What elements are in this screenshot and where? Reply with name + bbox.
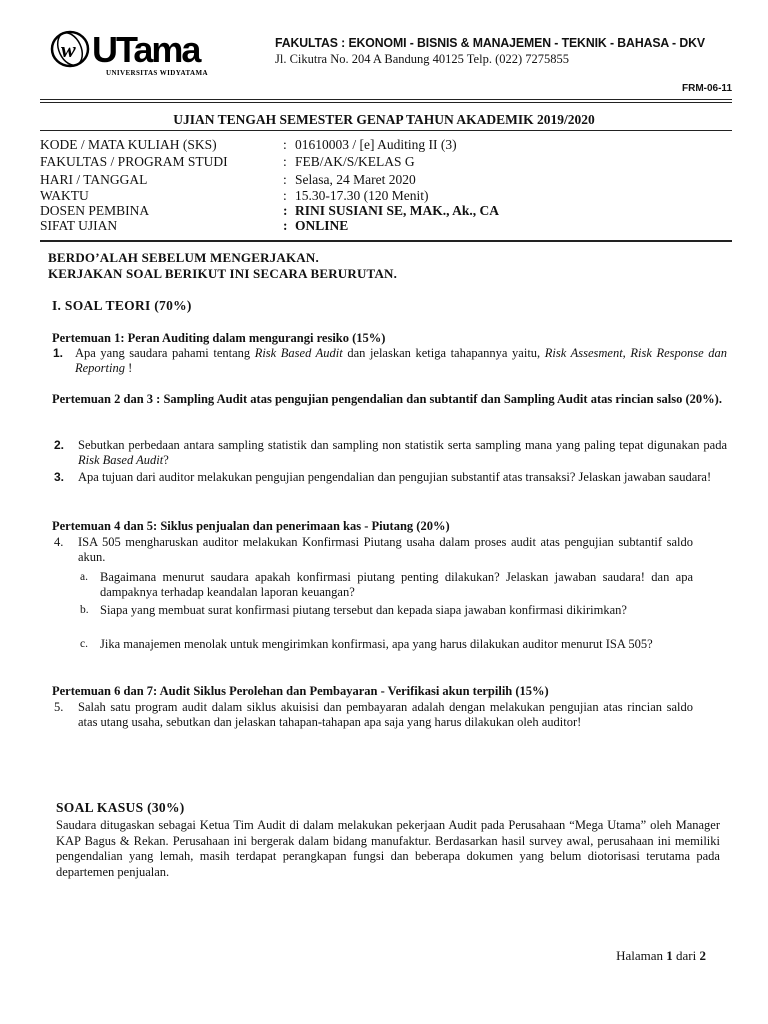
- question-italic: Risk Based Audit: [254, 346, 343, 360]
- info-label: KODE / MATA KULIAH (SKS): [40, 137, 217, 152]
- page-number: [616, 948, 706, 964]
- header-divider-top: [40, 99, 732, 100]
- info-row-sifat: [40, 218, 348, 234]
- question-italic: Risk Assesment, Risk Response dan Reporting: [75, 346, 727, 375]
- question-4c: [80, 637, 693, 652]
- info-row-fakultas: [40, 154, 415, 170]
- question-text: ?: [163, 453, 169, 467]
- page-mid: dari: [672, 948, 700, 963]
- question-2: [54, 438, 727, 468]
- info-sep: :: [283, 154, 287, 169]
- question-3: [54, 470, 727, 485]
- info-value: RINI SUSIANI SE, MAK., Ak., CA: [295, 203, 500, 218]
- logo-subtext: UNIVERSITAS WIDYATAMA: [106, 69, 208, 77]
- pertemuan-4-heading: Pertemuan 6 dan 7: Audit Siklus Perolehan dan Pembayaran - Verifikasi akun terpilih (15%): [52, 684, 549, 698]
- info-value: FEB/AK/S/KELAS G: [295, 154, 415, 169]
- section-title-teori: I. SOAL TEORI (70%): [52, 298, 192, 313]
- info-sep: :: [283, 218, 288, 233]
- sub-text: Siapa yang membuat surat konfirmasi piutang tersebut dan kepada siapa jawaban konfirmasi dikirimkan?: [100, 603, 627, 617]
- question-4b: [80, 603, 693, 618]
- sub-letter: c.: [80, 638, 88, 650]
- case-text: Saudara ditugaskan sebagai Ketua Tim Audit di dalam melakukan pekerjaan Audit pada Perusahaan “Mega Utama” oleh Manager KAP Bagus & Rekan. Perusahaan ini bergerak dalam bidang manufaktur. Berdasarkan hasil survey awal, perusahaan ini memiliki pengendalian yang lemah, masih terdapat perangkapan fungsi dan beberapa dokumen yang belum diotorisasi terutama pada departemen penjualan.: [56, 818, 720, 879]
- sub-letter: a.: [80, 571, 88, 583]
- question-4a: [80, 570, 693, 600]
- question-number: 1.: [53, 346, 64, 360]
- exam-title: UJIAN TENGAH SEMESTER GENAP TAHUN AKADEMIK 2019/2020: [173, 112, 595, 127]
- info-label: SIFAT UJIAN: [40, 218, 118, 233]
- question-1: [53, 346, 727, 376]
- instruction-line: BERDO’ALAH SEBELUM MENGERJAKAN.: [48, 250, 319, 265]
- question-5: [54, 700, 693, 730]
- pertemuan-2-heading: Pertemuan 2 dan 3 : Sampling Audit atas pengujian pengendalian dan subtantif dan Sampling Audit atas rincian salso (20%).: [52, 392, 722, 406]
- page-current: 1: [666, 948, 673, 963]
- info-sep: :: [283, 172, 287, 187]
- info-row-tanggal: [40, 172, 416, 188]
- info-row-waktu: [40, 188, 428, 204]
- info-value: ONLINE: [295, 218, 349, 233]
- section-title-kasus: SOAL KASUS (30%): [56, 800, 185, 815]
- logo-emblem-icon: [48, 28, 258, 80]
- instruction-line: KERJAKAN SOAL BERIKUT INI SECARA BERURUTAN.: [48, 266, 398, 281]
- question-number: 4.: [54, 535, 64, 549]
- question-text: Apa tujuan dari auditor melakukan pengujian pengendalian dan pengujian substantif atas transaksi? Jelaskan jawaban saudara!: [78, 470, 712, 484]
- sub-letter: b.: [80, 604, 89, 616]
- question-number: 2.: [54, 438, 65, 452]
- page-total: 2: [699, 948, 706, 963]
- info-label: HARI / TANGGAL: [40, 172, 148, 187]
- question-italic: Risk Based Audit: [78, 453, 164, 467]
- info-label: WAKTU: [40, 188, 89, 203]
- university-logo: [48, 28, 258, 80]
- question-text: !: [125, 361, 133, 375]
- info-label: DOSEN PEMBINA: [40, 203, 150, 218]
- info-divider: [40, 240, 732, 242]
- svg-text:w: w: [61, 37, 76, 62]
- header-divider-bottom: [40, 102, 732, 103]
- info-value: 15.30-17.30 (120 Menit): [295, 188, 429, 203]
- info-sep: :: [283, 203, 288, 218]
- info-value: 01610003 / [e] Auditing II (3): [295, 137, 457, 152]
- question-text: Sebutkan perbedaan antara sampling statistik dan sampling non statistik serta sampling mana yang paling tepat digunakan pada: [78, 438, 727, 452]
- pertemuan-1-heading: Pertemuan 1: Peran Auditing dalam mengurangi resiko (15%): [52, 331, 386, 345]
- sub-text: Bagaimana menurut saudara apakah konfirmasi piutang penting dilakukan? Jelaskan jawaban saudara! dan apa dampaknya terhadap keandalan laporan keuangan?: [100, 570, 693, 599]
- question-number: 5.: [54, 700, 64, 714]
- question-text: Apa yang saudara pahami tentang: [75, 346, 255, 360]
- sub-text: Jika manajemen menolak untuk mengirimkan konfirmasi, apa yang harus dilakukan auditor menurut ISA 505?: [100, 637, 653, 651]
- pertemuan-3-heading: Pertemuan 4 dan 5: Siklus penjualan dan penerimaan kas - Piutang (20%): [52, 519, 450, 533]
- question-text: ISA 505 mengharuskan auditor melakukan Konfirmasi Piutang usaha dalam proses audit atas pengujian subtantif saldo akun.: [78, 535, 693, 564]
- info-value: Selasa, 24 Maret 2020: [295, 172, 416, 187]
- question-4: [54, 535, 693, 565]
- info-row-kode: [40, 137, 457, 153]
- question-number: 3.: [54, 470, 65, 484]
- info-sep: :: [283, 137, 287, 152]
- address-line: Jl. Cikutra No. 204 A Bandung 40125 Telp. (022) 7275855: [275, 52, 570, 66]
- question-text: Salah satu program audit dalam siklus akuisisi dan pembayaran adalah dengan melakukan pengujian atas rincian saldo atas utang usaha, sebutkan dan jelaskan tahapan-tahapan apa saja yang harus dilakukan oleh auditor!: [78, 700, 693, 729]
- title-divider: [40, 130, 732, 131]
- info-row-dosen: [40, 203, 499, 219]
- faculty-heading: FAKULTAS : EKONOMI - BISNIS & MANAJEMEN - TEKNIK - BAHASA - DKV: [275, 35, 705, 50]
- form-code: FRM-06-11: [681, 83, 732, 94]
- page-prefix: Halaman: [616, 948, 667, 963]
- info-sep: :: [283, 188, 287, 203]
- logo-wordmark: UTama: [92, 29, 200, 70]
- question-text: dan jelaskan ketiga tahapannya yaitu,: [342, 346, 545, 360]
- info-label: FAKULTAS / PROGRAM STUDI: [40, 154, 228, 169]
